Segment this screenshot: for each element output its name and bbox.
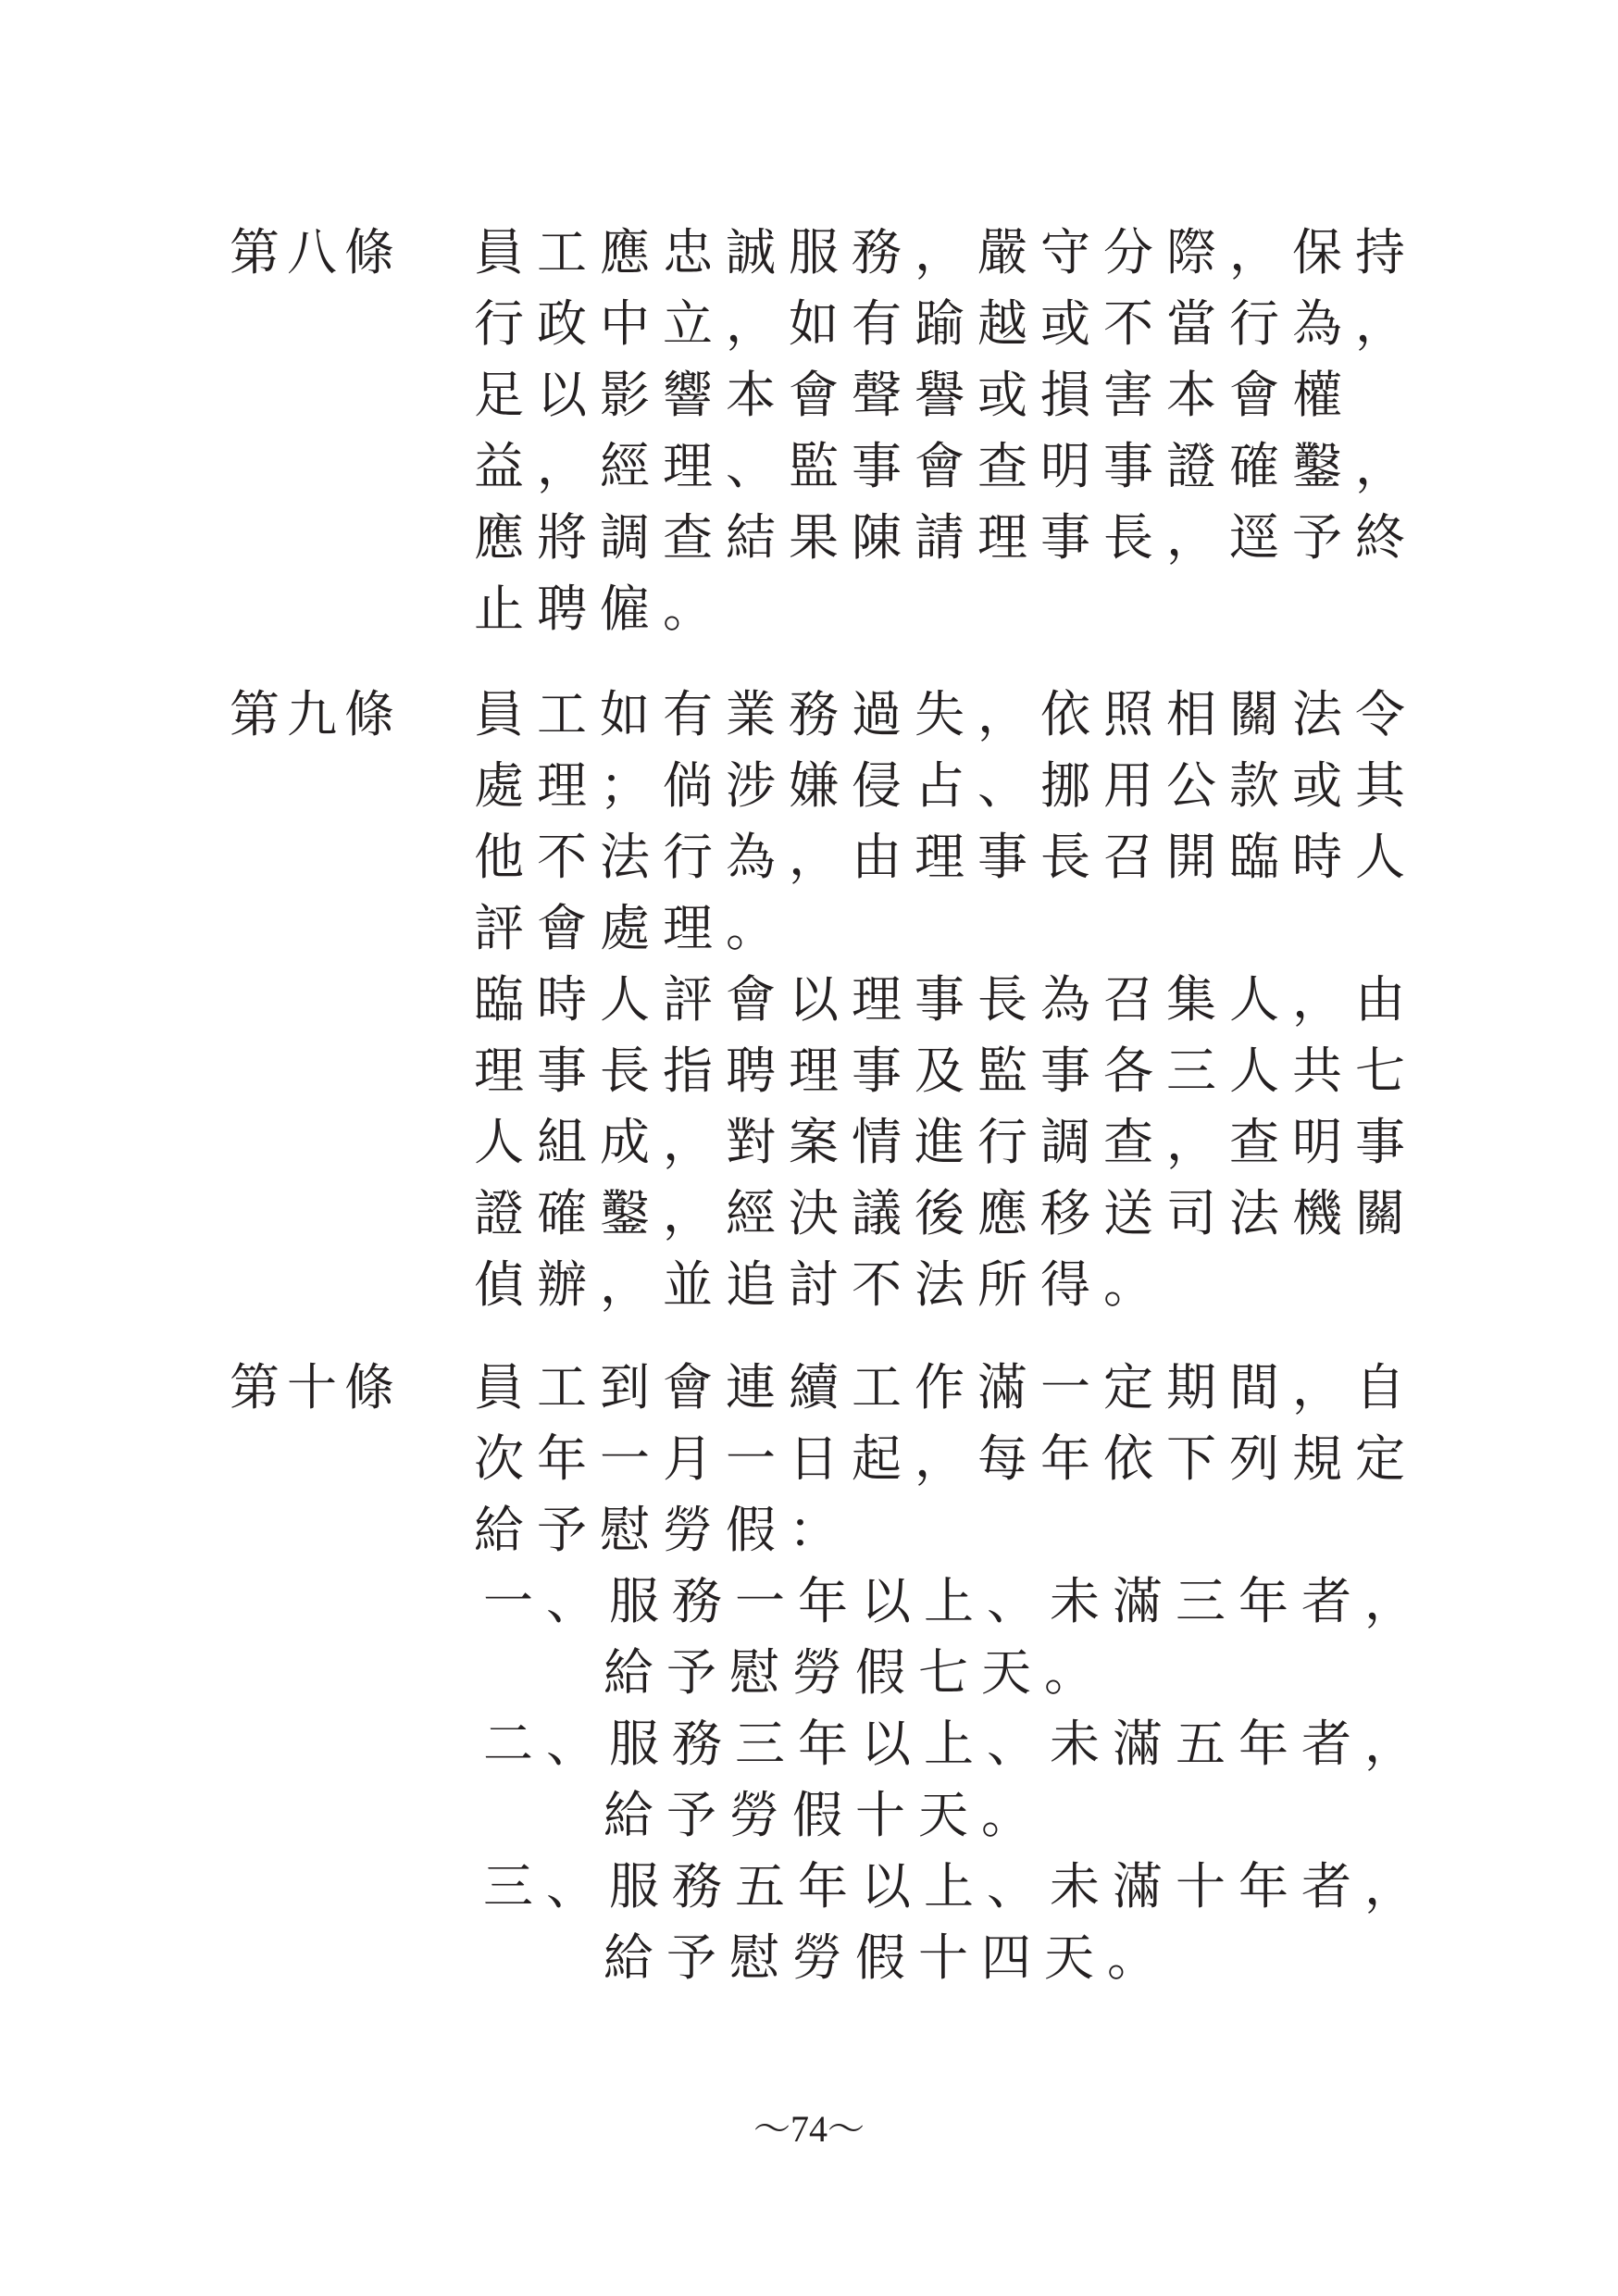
text-line: 足以影響本會聲譽或損害本會權 [474, 366, 1355, 424]
text-line: 次年一月一日起，每年依下列規定 [474, 1429, 1418, 1488]
text-line: 他不法行為，由理事長召開臨時人 [474, 828, 1418, 886]
list-item [474, 1566, 1427, 1708]
text-line: 評會處理。 [474, 899, 789, 957]
text-line: 應將調查結果陳請理事長，逕予終 [474, 508, 1418, 567]
list-item-text: 三、服務五年以上、未滿十年者， [483, 1857, 1427, 1915]
article-body [474, 217, 1418, 644]
list-item-text: 一、服務一年以上、未滿三年者， [483, 1572, 1427, 1630]
text-line: 止聘僱。 [474, 580, 726, 638]
article-label: 第九條 [230, 685, 402, 743]
list-item-text: 給予慰勞假七天。 [604, 1643, 1107, 1702]
text-line: 行政中立，如有踰越或不當行為， [474, 294, 1418, 353]
paragraph [474, 1352, 1418, 1566]
text-line: 處理；倘涉嫌侵占、挪用公款或其 [474, 756, 1418, 815]
list-item [474, 1708, 1427, 1851]
paragraph [474, 964, 1418, 1320]
list-item-text: 二、服務三年以上、未滿五年者， [483, 1715, 1427, 1773]
article-body [474, 679, 1418, 1320]
text-line: 益，經理、監事會查明事證確鑿， [474, 437, 1418, 495]
page-number: ～74～ [753, 2108, 865, 2150]
article-body [474, 1352, 1427, 1993]
list-item-text: 給予勞假十天。 [604, 1786, 1044, 1844]
article-label: 第十條 [230, 1358, 402, 1416]
list-item-text: 給予慰勞假十四天。 [604, 1928, 1170, 1987]
paragraph [474, 217, 1418, 644]
article-label: 第八條 [230, 223, 402, 281]
text-line: 證確鑿，經決議後應移送司法機關 [474, 1184, 1418, 1242]
text-line: 員工應忠誠服務，嚴守分際，保持 [474, 223, 1418, 281]
text-line: 員工如有業務過失，依照相關法令 [474, 685, 1418, 743]
text-line: 偵辦，並追討不法所得。 [474, 1255, 1166, 1314]
list-item [474, 1851, 1427, 1993]
text-line: 員工到會連續工作滿一定期間，自 [474, 1358, 1418, 1416]
text-line: 給予慰勞假： [474, 1501, 852, 1559]
paragraph [474, 679, 1418, 964]
text-line: 理事長指聘理事及監事各三人共七 [474, 1042, 1418, 1100]
text-line: 臨時人評會以理事長為召集人，由 [474, 970, 1418, 1029]
text-line: 人組成，對案情進行調查，查明事 [474, 1113, 1418, 1171]
